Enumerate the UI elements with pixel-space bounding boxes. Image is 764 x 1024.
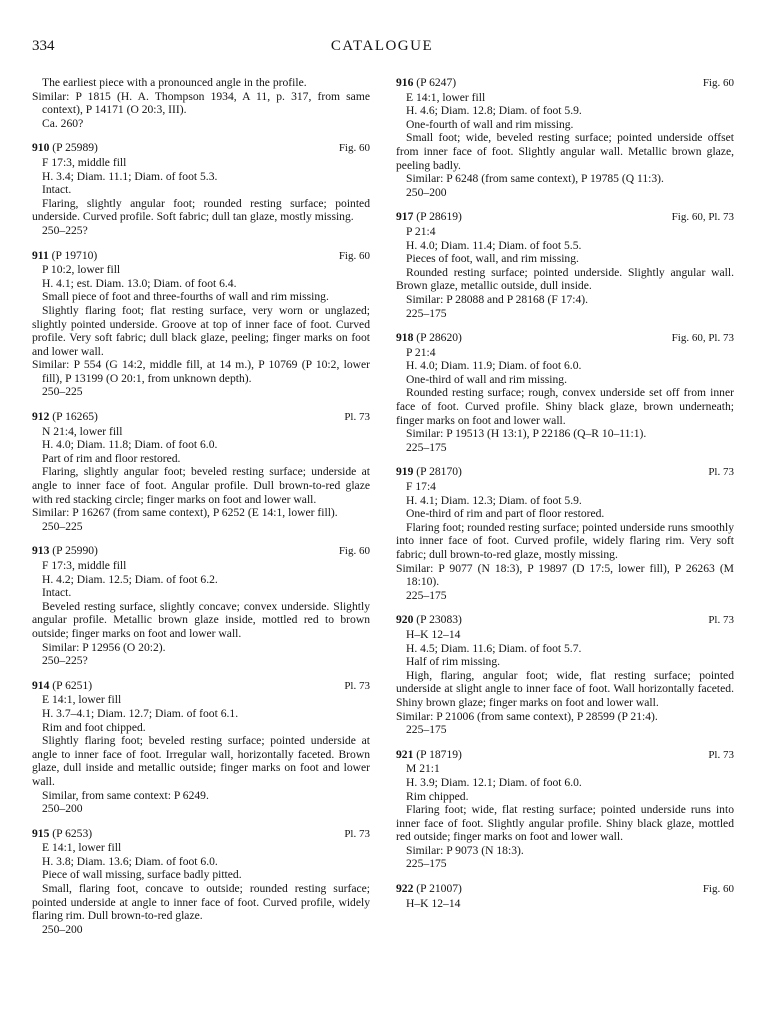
entry-line: One-third of wall and rim missing. [406, 372, 567, 386]
entry-line: 225–175 [406, 723, 447, 737]
entry-heading [396, 331, 734, 346]
right-column [396, 76, 734, 910]
inventory-number: (P 6253) [52, 826, 93, 840]
entry-line: Small, flaring foot, concave to outside; rounded resting surface; pointed underside at angle to inner face of foot. Curved profile, widely flaring rim. Dull brown-to-red glaze. [32, 882, 370, 923]
entry-id [396, 465, 462, 479]
entry-line: Similar: P 21006 (from same context), P 28599 (P 21:4). [396, 709, 658, 723]
figure-reference: Fig. 60 [702, 883, 734, 896]
inventory-number: (P 25990) [52, 544, 98, 558]
figure-reference: Fig. 60 [338, 142, 370, 155]
entry-line: Similar: P 9077 (N 18:3), P 19897 (D 17:5, lower fill), P 26263 (M 18:10). [396, 561, 734, 589]
entry-line: E 14:1, lower fill [42, 841, 122, 855]
entry-id [396, 748, 462, 762]
figure-reference: Pl. 73 [344, 679, 370, 692]
left-column [32, 76, 370, 936]
entry-heading [32, 249, 370, 264]
entry-line: 225–175 [406, 588, 447, 602]
figure-reference: Pl. 73 [344, 827, 370, 840]
figure-reference: Pl. 73 [344, 411, 370, 424]
entry-id [396, 210, 462, 224]
entry-id [32, 410, 98, 424]
entry-line: 250–225 [42, 385, 83, 399]
inventory-number: (P 18719) [416, 747, 462, 761]
entry-line: Similar: P 28088 and P 28168 (F 17:4). [406, 292, 589, 306]
entry-line: 250–225? [42, 223, 88, 237]
running-title: CATALOGUE [330, 38, 434, 54]
entry-line: Beveled resting surface, slightly concave; convex underside. Slightly angular profile. Metallic brown glaze inside, mottled red to brown outside; finger marks on foot and lower wall. [32, 599, 370, 640]
figure-reference: Fig. 60 [702, 77, 734, 89]
entry-line: Flaring, slightly angular foot; beveled resting surface; underside at angle to inner face of foot. Angular profile. Dull brown-to-red glaze with red stacking circle; finger marks on foot and lower wall. [32, 465, 370, 506]
entry-line: Ca. 260? [42, 116, 84, 130]
inventory-number: (P 16265) [52, 410, 98, 424]
entry-heading [396, 76, 734, 91]
entry-line: One-fourth of wall and rim missing. [406, 117, 574, 131]
entry-line: Pieces of foot, wall, and rim missing. [406, 252, 579, 266]
entry-line: 250–200 [406, 185, 447, 199]
catalogue-entry [32, 249, 370, 400]
entry-number: 920 [396, 613, 414, 627]
entry-line: Flaring foot; wide, flat resting surface; pointed underside runs into inner face of foot. Slightly angular profile. Shiny black glaze, mottled red outside; finger marks on foot and lower wall. [396, 803, 734, 844]
entry-number: 919 [396, 465, 414, 479]
entry-id [32, 679, 92, 693]
entry-line: Piece of wall missing, surface badly pitted. [42, 868, 242, 882]
entry-line: Similar: P 554 (G 14:2, middle fill, at 14 m.), P 10769 (P 10:2, lower fill), P 13199 (O 20:1, from unknown depth). [32, 358, 370, 385]
inventory-number: (P 21007) [416, 882, 462, 896]
entry-number: 911 [32, 248, 49, 262]
figure-reference: Pl. 73 [708, 748, 734, 761]
entry-line: 225–175 [406, 440, 447, 454]
entry-line: E 14:1, lower fill [406, 90, 486, 104]
entry-line: One-third of rim and part of floor restored. [406, 507, 605, 521]
entry-line: H. 3.8; Diam. 13.6; Diam. of foot 6.0. [42, 854, 218, 868]
inventory-number: (P 28620) [416, 331, 462, 345]
catalogue-entry [396, 748, 734, 871]
inventory-number: (P 23083) [416, 613, 462, 627]
entry-line: Intact. [42, 586, 72, 600]
entry-line: 225–175 [406, 857, 447, 871]
entry-line: Flaring, slightly angular foot; rounded resting surface; pointed underside. Curved profile. Soft fabric; dull tan glaze, mostly missing. [32, 196, 370, 224]
entry-line: H. 4.1; Diam. 12.3; Diam. of foot 5.9. [406, 493, 582, 507]
entry-id [396, 331, 462, 345]
entry-line: H. 4.0; Diam. 11.4; Diam. of foot 5.5. [406, 238, 582, 252]
entry-heading [396, 882, 734, 897]
entry-id [32, 544, 98, 558]
catalogue-entry [396, 76, 734, 199]
catalogue-entry [32, 679, 370, 816]
entry-heading [396, 748, 734, 763]
entry-number: 918 [396, 331, 414, 345]
catalogue-entry [32, 827, 370, 937]
figure-reference: Fig. 60, Pl. 73 [671, 332, 734, 345]
entry-line: Similar: P 6248 (from same context), P 19785 (Q 11:3). [406, 172, 664, 186]
entry-line: H. 4.0; Diam. 11.8; Diam. of foot 6.0. [42, 438, 218, 452]
entry-heading [396, 613, 734, 628]
entry-number: 916 [396, 76, 414, 89]
inventory-number: (P 25989) [52, 141, 98, 155]
entry-heading [396, 465, 734, 480]
entry-id [32, 141, 98, 155]
entry-line: P 21:4 [406, 224, 436, 238]
entry-line: 225–175 [406, 306, 447, 320]
page-number: 334 [32, 38, 55, 54]
entry-id [32, 827, 92, 841]
entry-line: H. 4.2; Diam. 12.5; Diam. of foot 6.2. [42, 572, 218, 586]
entry-line: Flaring foot; rounded resting surface; pointed underside runs smoothly into inner face of foot. Curved profile, widely flaring rim. Very soft fabric; dull brown-to-red glaze, mostly missing. [396, 520, 734, 561]
entry-line: Small piece of foot and three-fourths of wall and rim missing. [42, 290, 329, 304]
inventory-number: (P 6247) [416, 76, 457, 89]
entry-heading [32, 544, 370, 559]
entry-line: F 17:3, middle fill [42, 155, 127, 169]
entry-number: 914 [32, 678, 50, 692]
entry-heading [396, 210, 734, 225]
entry-line: E 14:1, lower fill [42, 693, 122, 707]
entry-heading [32, 410, 370, 425]
entry-number: 921 [396, 747, 414, 761]
entry-line: 250–200 [42, 802, 83, 816]
entry-line: H. 4.0; Diam. 11.9; Diam. of foot 6.0. [406, 359, 582, 373]
entry-line: Slightly flaring foot; flat resting surface, very worn or unglazed; slightly pointed underside. Groove at top of inner face of foot. Curved profile. Very soft fabric; dull black glaze, peeling; finger marks on foot and lower wall. [32, 303, 370, 358]
entry-line: High, flaring, angular foot; wide, flat resting surface; pointed underside at slight angle to inner face of foot. Wall horizontally faceted. Shiny brown glaze; finger marks on foot and lower wall. [396, 668, 734, 709]
catalogue-entry [32, 544, 370, 667]
entry-number: 910 [32, 141, 50, 155]
entry-line: Rounded resting surface; pointed underside. Slightly angular wall. Brown glaze, metallic outside, dull inside. [396, 265, 734, 293]
entry-line: Rim and foot chipped. [42, 720, 146, 734]
catalogue-entry [32, 141, 370, 237]
entry-line: M 21:1 [406, 762, 440, 776]
entry-number: 917 [396, 210, 414, 224]
entry-number: 922 [396, 882, 414, 896]
entry-line: Half of rim missing. [406, 655, 501, 669]
entry-line: Similar: P 16267 (from same context), P 6252 (E 14:1, lower fill). [32, 506, 338, 520]
entry-id [396, 613, 462, 627]
entry-line: Intact. [42, 183, 72, 197]
entry-line: H. 3.7–4.1; Diam. 12.7; Diam. of foot 6.1. [42, 706, 239, 720]
entry-line: F 17:4 [406, 480, 436, 494]
figure-reference: Pl. 73 [708, 614, 734, 627]
entry-line: 250–225? [42, 654, 88, 668]
entry-line: Slightly flaring foot; beveled resting surface; pointed underside at angle to inner face of foot. Irregular wall, horizontally faceted. Brown glaze, dull inside and metallic outside; finger marks on foot and lower wall. [32, 734, 370, 788]
entry-line: H–K 12–14 [406, 627, 461, 641]
catalogue-entry [396, 210, 734, 320]
entry-line: 250–200 [42, 922, 83, 936]
entry-heading [32, 827, 370, 842]
inventory-number: (P 28619) [416, 210, 462, 224]
entry-id [396, 882, 462, 896]
entry-heading [32, 679, 370, 694]
entry-number: 912 [32, 410, 50, 424]
catalogue-entry [32, 410, 370, 533]
catalogue-entry [396, 331, 734, 454]
catalogue-entry [396, 613, 734, 736]
entry-line: The earliest piece with a pronounced angle in the profile. [42, 76, 307, 89]
entry-line: H. 3.9; Diam. 12.1; Diam. of foot 6.0. [406, 775, 582, 789]
entry-line: Rounded resting surface; rough, convex underside set off from inner face of foot. Curved profile. Shiny black glaze, brown underneath; finger marks on foot and lower wall. [396, 386, 734, 427]
inventory-number: (P 19710) [51, 248, 98, 262]
figure-reference: Fig. 60 [338, 249, 370, 262]
catalogue-entry [396, 882, 734, 910]
entry-line: Similar: P 19513 (H 13:1), P 22186 (Q–R 10–11:1). [406, 427, 647, 441]
entry-line: H–K 12–14 [406, 896, 461, 910]
entry-line: H. 4.1; est. Diam. 13.0; Diam. of foot 6.4. [42, 276, 237, 290]
entry-heading [32, 141, 370, 156]
entry-line: Similar: P 9073 (N 18:3). [406, 843, 524, 857]
entry-line: F 17:3, middle fill [42, 559, 127, 572]
entry-line: Similar, from same context: P 6249. [42, 788, 209, 802]
entry-line: 250–225 [42, 519, 83, 533]
entry-line: H. 4.5; Diam. 11.6; Diam. of foot 5.7. [406, 641, 582, 655]
entry-line: N 21:4, lower fill [42, 424, 123, 438]
entry-line: Similar: P 12956 (O 20:2). [42, 640, 166, 654]
entry-line: H. 4.6; Diam. 12.8; Diam. of foot 5.9. [406, 104, 582, 118]
entry-line: P 21:4 [406, 345, 436, 359]
entry-line: P 10:2, lower fill [42, 263, 121, 277]
entry-line: Part of rim and floor restored. [42, 451, 181, 465]
inventory-number: (P 6251) [52, 678, 93, 692]
figure-reference: Fig. 60, Pl. 73 [671, 211, 734, 224]
entry-number: 915 [32, 826, 50, 840]
entry-continuation [32, 76, 370, 130]
entry-line: Small foot; wide, beveled resting surface; pointed underside offset from inner face of foot. Slightly angular wall. Metallic brown glaze, peeling badly. [396, 131, 734, 172]
entry-line: H. 3.4; Diam. 11.1; Diam. of foot 5.3. [42, 169, 218, 183]
entry-line: Rim chipped. [406, 789, 469, 803]
figure-reference: Fig. 60 [338, 545, 370, 558]
page-header [32, 38, 732, 60]
entry-id [32, 249, 97, 263]
catalogue-entry [396, 465, 734, 602]
entry-id [396, 76, 456, 90]
inventory-number: (P 28170) [416, 465, 462, 479]
figure-reference: Pl. 73 [708, 466, 734, 479]
entry-number: 913 [32, 544, 50, 558]
entry-line: Similar: P 1815 (H. A. Thompson 1934, A 11, p. 317, from same context), P 14171 (O 20:3, III). [32, 89, 370, 117]
